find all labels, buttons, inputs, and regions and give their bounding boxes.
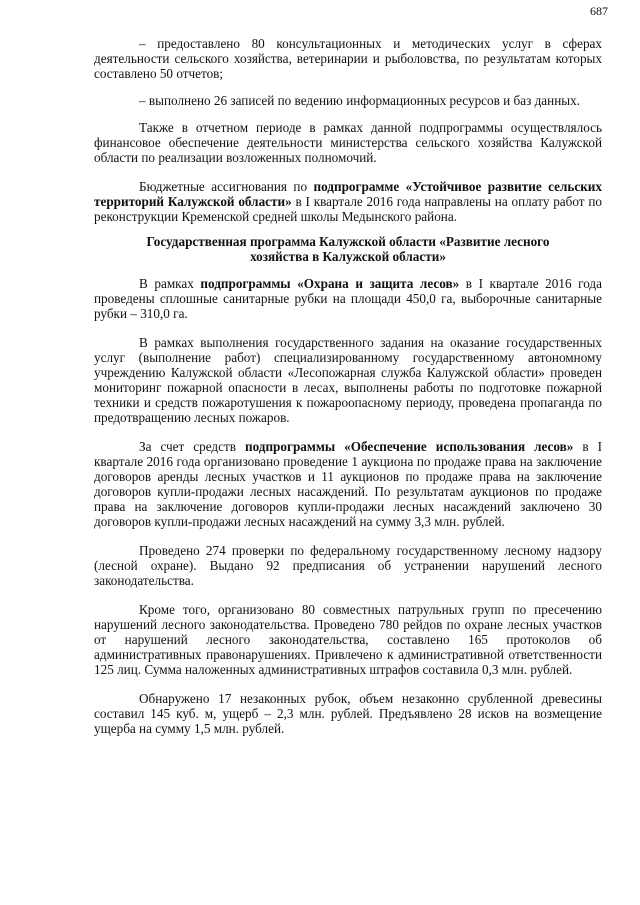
section-heading: Государственная программа Калужской области «Развитие лесного хозяйства в Калужской области» (146, 234, 550, 264)
text-segment: За счет средств (139, 439, 245, 454)
paragraph-illegal-logging: Обнаружено 17 незаконных рубок, объем незаконно срубленной древесины составил 145 куб. м, ущерб – 2,3 млн. рублей. Предъявлено 28 исков на возмещение ущерба на сумму 1,5 млн. рублей. (94, 691, 602, 736)
paragraph-forest-use (94, 439, 602, 529)
paragraph-forest-protection (94, 276, 602, 321)
paragraph-financial-support: Также в отчетном периоде в рамках данной подпрограммы осуществлялось финансовое обеспечение деятельности министерства сельского хозяйства Калужской области по реализации возложенных полномочий. (94, 120, 602, 165)
text-segment: в I квартале 2016 года проведены сплошные санитарные рубки на площади 450,0 га, выборочные санитарные рубки – 310,0 га. (94, 276, 602, 321)
text-segment: в I квартале 2016 года направлены на оплату работ по реконструкции Кременской средней школы Медынского района. (94, 194, 602, 224)
paragraph-consulting-services: – предоставлено 80 консультационных и методических услуг в сферах деятельности сельского хозяйства, ветеринарии и рыболовства, по результатам которых составлено 50 отчетов; (94, 36, 602, 81)
paragraph-rural-development (94, 179, 602, 224)
subprogram-name: подпрограмме «Устойчивое развитие сельских территорий Калужской области» (94, 179, 602, 209)
document-body (94, 36, 602, 736)
paragraph-inspections: Проведено 274 проверки по федеральному государственному лесному надзору (лесной охране). Выдано 92 предписания об устранении нарушений лесного законодательства. (94, 543, 602, 588)
paragraph-information-records: – выполнено 26 записей по ведению информационных ресурсов и баз данных. (139, 93, 581, 108)
subprogram-name: подпрограммы «Охрана и защита лесов» (200, 276, 460, 291)
paragraph-fire-service: В рамках выполнения государственного задания на оказание государственных услуг (выполнение работ) специализированному государственному автономному учреждению Калужской области «Лесопожарная служба Калужской области» проведен мониторинг пожарной опасности в лесах, выполнены работы по подготовке пожарной техники и средств пожаротушения к пожароопасному периоду, проведена пропаганда по предотвращению лесных пожаров. (94, 335, 602, 425)
paragraph-patrols: Кроме того, организовано 80 совместных патрульных групп по пресечению нарушений лесного законодательства. Проведено 780 рейдов по охране лесных участков от нарушений лесного законодательства, составлено 165 протоколов об административных правонарушениях. Привлечено к административной ответственности 125 лиц. Сумма наложенных административных штрафов составила 0,3 млн. рублей. (94, 602, 602, 677)
text-segment: В рамках (139, 276, 201, 291)
text-segment: в I квартале 2016 года организовано проведение 1 аукциона по продаже права на заключение договоров аренды лесных участков и 11 аукционов по продаже права на заключение договоров купли-продажи лесных насаждений. По результатам аукционов по продаже права на заключение договоров купли-продажи лесных насаждений заключено 30 договоров купли-продажи лесных насаждений на сумму 3,3 млн. рублей. (94, 439, 602, 529)
subprogram-name: подпрограммы «Обеспечение использования лесов» (244, 439, 574, 454)
text-segment: Бюджетные ассигнования по (139, 179, 314, 194)
page-number: 687 (590, 4, 608, 18)
